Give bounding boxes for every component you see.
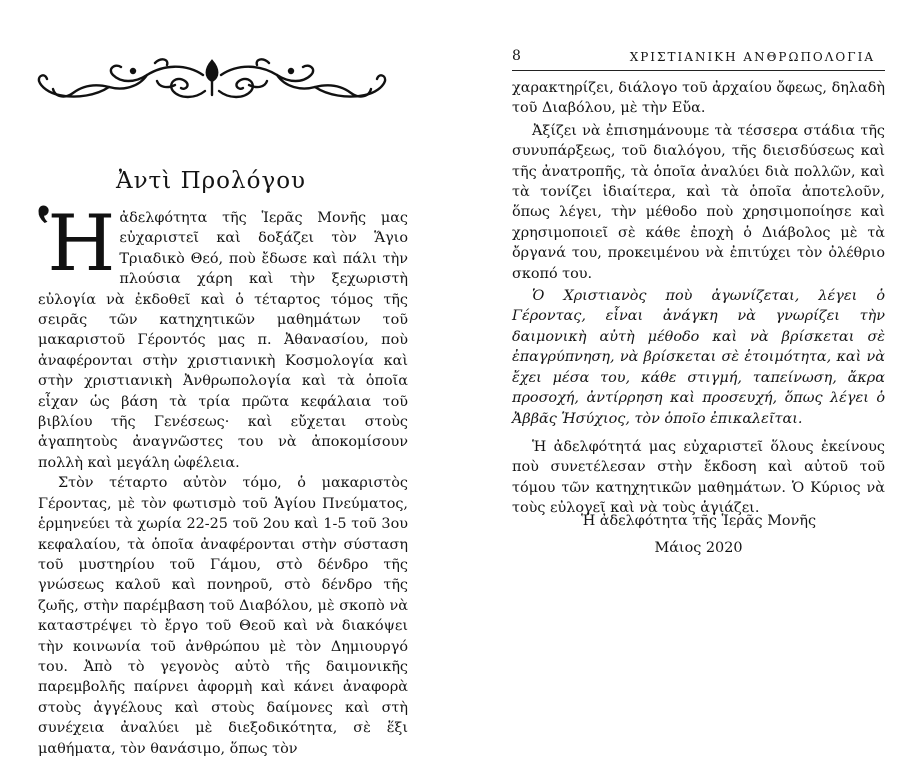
paragraph-1-text: ἀδελφότητα τῆς Ἱερᾶς Μονῆς μας εὐχαριστεῖ καὶ δοξάζει τὸν Ἅγιο Τριαδικὸ Θεό, ποὺ ἔδωσε καὶ πάλι τὴν πλούσια χάρη καὶ τὴν ξεχωριστὴ εὐλογία νὰ ἐκδοθεῖ καὶ ὁ τέταρτος τόμος τῆς σειρᾶς τῶν κατηχητικῶν μαθημάτων τοῦ μακαριστοῦ Γέροντός μας π. Ἀθανασίου, ποὺ ἀναφέρονται στὴν χριστιανικὴ Κοσμολογία καὶ στὴν χριστιανικὴ Ἀνθρωπολογία καὶ τὰ ὁποῖα εἶχαν ὡς βάση τὰ τρία πρῶτα κεφάλαια τοῦ βιβλίου τῆς Γενέσεως· καὶ εὔχεται στοὺς ἀγαπητοὺς ἀναγνῶστες του νὰ ἀποκομίσουν πολλὴ καὶ μεγάλη ὠφέλεια.	[38, 210, 408, 471]
paragraph-quote: Ὁ Χριστιανὸς ποὺ ἀγωνίζεται, λέγει ὁ Γέροντας, εἶναι ἀνάγκη νὰ γνωρίζει τὴν δαιμονικὴ αὐτὴ μέθοδο καὶ νὰ βρίσκεται σὲ ἐπαγρύπνηση, νὰ βρίσκεται σὲ ἑτοιμότητα, καὶ νὰ ἔχει μέσα του, κάθε στιγμή, ταπείνωση, ἄκρα προσοχή, ἀντίρρηση καὶ προσευχή, ὅπως λέγει ὁ Ἀββᾶς Ἡσύχιος, τὸν ὁποῖο ἐπικαλεῖται.	[512, 288, 885, 427]
paragraph-thanks: Ἡ ἀδελφότητά μας εὐχαριστεῖ ὅλους ἐκείνους ποὺ συνετέλεσαν στὴν ἔκδοση καὶ αὐτοῦ τοῦ τόμου τῶν κατηχητικῶν μαθημάτων. Ὁ Κύριος νὰ τοὺς εὐλογεῖ καὶ νὰ τοὺς ἁγιάζει.	[512, 438, 885, 517]
paragraph-2: Στὸν τέταρτο αὐτὸν τόμο, ὁ μακαριστὸς Γέροντας, μὲ τὸν φωτισμὸ τοῦ Ἁγίου Πνεύματος, ἑρμηνεύει τὰ χωρία 22-25 τοῦ 2ου καὶ 1-5 τοῦ 3ου κεφαλαίου, τὰ ὁποῖα ἀναφέρονται στὴν σύσταση τοῦ μυστηρίου τοῦ Γάμου, στὸ δένδρο τῆς γνώσεως καλοῦ καὶ πονηροῦ, στὸ δένδρο τῆς ζωῆς, στὴν παρέμβαση τοῦ Διαβόλου, μὲ σκοπὸ νὰ καταστρέψει τὸ ἔργο τοῦ Θεοῦ καὶ νὰ διακόψει τὴν κοινωνία τοῦ ἀνθρώπου μὲ τὸν Δημιουργό του. Ἀπὸ τὸ γεγονὸς αὐτὸ τῆς δαιμονικῆς παρεμβολῆς παίρνει ἀφορμὴ καὶ κάνει ἀναφορὰ στοὺς ἀγγέλους καὶ στοὺς δαίμονες καὶ στὴ συνέχεια ἀναλύει μὲ διεξοδικότητα, σὲ ἕξι μαθήματα, τὸν θανάσιμο, ὅπως τὸν	[38, 475, 408, 757]
date: Μάιος 2020	[654, 540, 743, 556]
page-title: Ἀντὶ Προλόγου	[115, 168, 307, 194]
ornament-flourish-icon	[35, 55, 390, 105]
left-page	[0, 0, 450, 757]
paragraph-stages: Ἀξίζει νὰ ἐπισημάνουμε τὰ τέσσερα στάδια τῆς συνυπάρξεως, τοῦ διαλόγου, τῆς διεισδύσεως καὶ τῆς ἀνατροπῆς, τὰ ὁποῖα ἀναλύει διὰ πολλῶν, καὶ τὰ τονίζει ἰδιαίτερα, καὶ τὰ ὁποῖα ἀποτελοῦν, ὅπως λέγει, τὴν μέθοδο ποὺ χρησιμοποίησε καὶ χρησιμοποιεῖ σὲ κάθε ἐποχὴ ὁ Διάβολος μὲ τὰ ὄργανά του, προκειμένου νὰ ἐπιτύχει τὸν ὀλέθριο σκοπό του.	[512, 122, 885, 282]
running-header	[512, 48, 885, 71]
page-number: 8	[512, 48, 521, 64]
right-page	[450, 0, 900, 735]
paragraph-1	[38, 199, 408, 473]
right-body-text	[512, 78, 885, 519]
continuation-text: χαρακτηρίζει, διάλογο τοῦ ἀρχαίου ὄφεως, δηλαδὴ τοῦ Διαβόλου, μὲ τὴν Εὔα.	[512, 80, 885, 117]
running-title: ΧΡΙΣΤΙΑΝΙΚΗ ΑΝΘΡΩΠΟΛΟΓΙΑ	[629, 50, 875, 64]
left-body-text	[38, 199, 408, 759]
drop-cap: Ἡ	[38, 199, 116, 289]
signature: Ἡ ἀδελφότητα τῆς Ἱερᾶς Μονῆς	[580, 513, 817, 529]
